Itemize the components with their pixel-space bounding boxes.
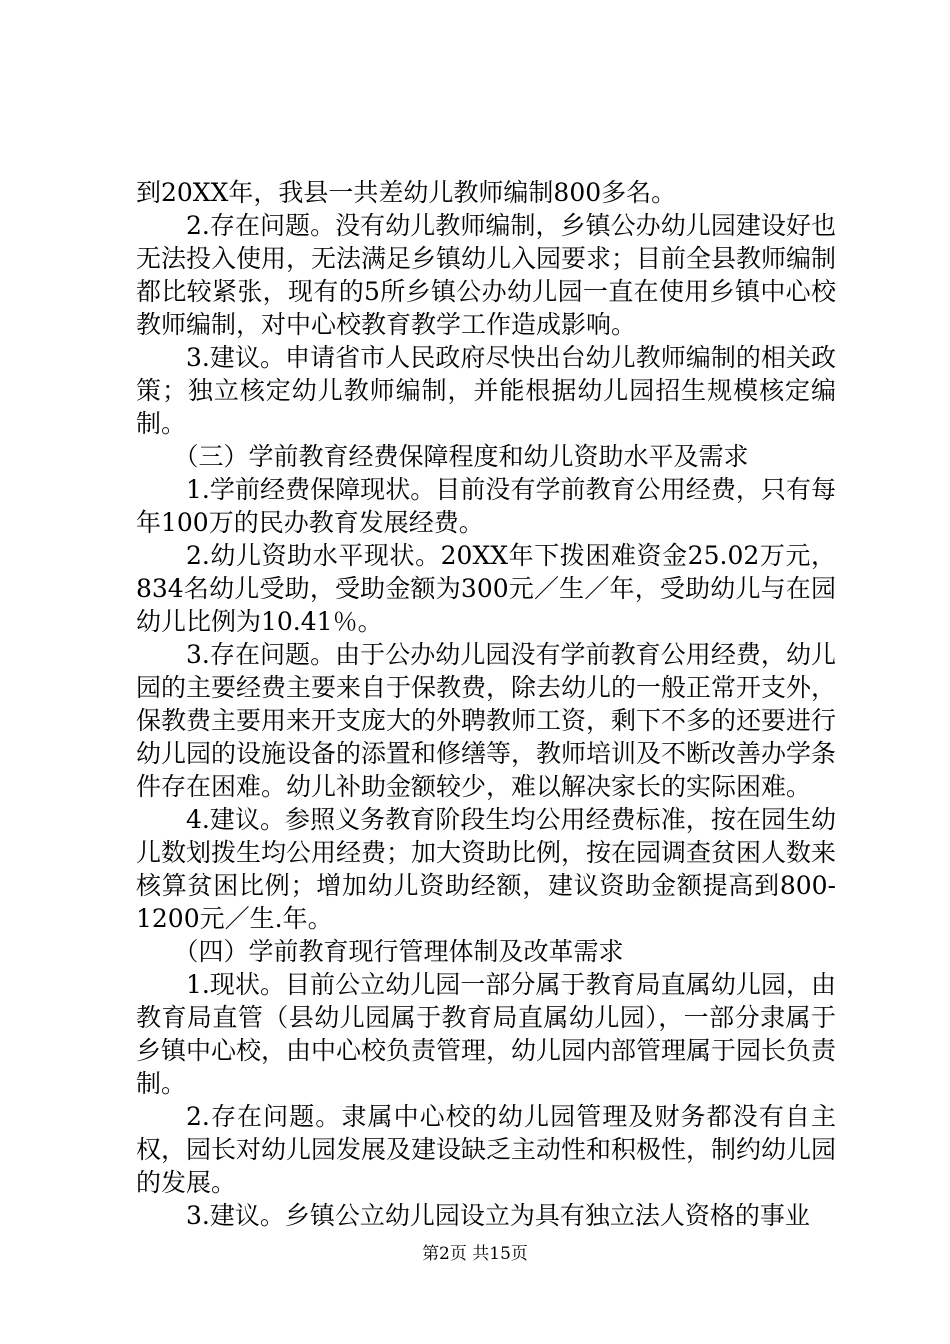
section-heading-4: （四）学前教育现行管理体制及改革需求 bbox=[173, 937, 624, 966]
paragraph-suggestion: 3.建议。申请省市人民政府尽快出台幼儿教师编制的相关政策；独立核定幼儿教师编制，并能根据幼儿园招生规模核定编制。 bbox=[136, 343, 836, 438]
paragraph-funding-status: 1.学前经费保障现状。目前没有学前教育公用经费，只有每年100万的民办教育发展经费。 bbox=[136, 475, 836, 537]
page-total: 共15页 bbox=[472, 1244, 528, 1264]
document-body bbox=[136, 176, 836, 1232]
section-heading-3: （三）学前教育经费保障程度和幼儿资助水平及需求 bbox=[173, 442, 749, 471]
paragraph-problem: 2.存在问题。没有幼儿教师编制，乡镇公办幼儿园建设好也无法投入使用，无法满足乡镇幼儿入园要求；目前全县教师编制都比较紧张，现有的5所乡镇公办幼儿园一直在使用乡镇中心校教师编制，对中心校教育教学工作造成影响。 bbox=[136, 211, 837, 339]
page-footer bbox=[0, 1243, 950, 1265]
paragraph-funding-suggestion: 4.建议。参照义务教育阶段生均公用经费标准，按在园生幼儿数划拨生均公用经费；加大资助比例，按在园调查贫困人数来核算贫困比例；增加幼儿资助经额，建议资助金额提高到800-1200元／生.年。 bbox=[136, 805, 837, 933]
paragraph-management-suggestion: 3.建议。乡镇公立幼儿园设立为具有独立法人资格的事业 bbox=[186, 1201, 810, 1230]
paragraph-funding-problem: 3.存在问题。由于公办幼儿园没有学前教育公用经费，幼儿园的主要经费主要来自于保教费，除去幼儿的一般正常开支外，保教费主要用来开支庞大的外聘教师工资，剩下不多的还要进行幼儿园的设施设备的添置和修缮等，教师培训及不断改善办学条件存在困难。幼儿补助金额较少，难以解决家长的实际困难。 bbox=[136, 640, 837, 801]
paragraph-aid-status: 2.幼儿资助水平现状。20XX年下拨困难资金25.02万元，834名幼儿受助，受助金额为300元／生／年，受助幼儿与在园幼儿比例为10.41％。 bbox=[136, 541, 836, 636]
paragraph-continuation: 到20XX年，我县一共差幼儿教师编制800多名。 bbox=[136, 178, 677, 207]
paragraph-management-status: 1.现状。目前公立幼儿园一部分属于教育局直属幼儿园，由教育局直管（县幼儿园属于教育局直属幼儿园），一部分隶属于乡镇中心校，由中心校负责管理，幼儿园内部管理属于园长负责制。 bbox=[136, 970, 837, 1098]
page-number: 第2页 bbox=[422, 1244, 467, 1264]
paragraph-management-problem: 2.存在问题。隶属中心校的幼儿园管理及财务都没有自主权，园长对幼儿园发展及建设缺乏主动性和积极性，制约幼儿园的发展。 bbox=[136, 1102, 837, 1197]
